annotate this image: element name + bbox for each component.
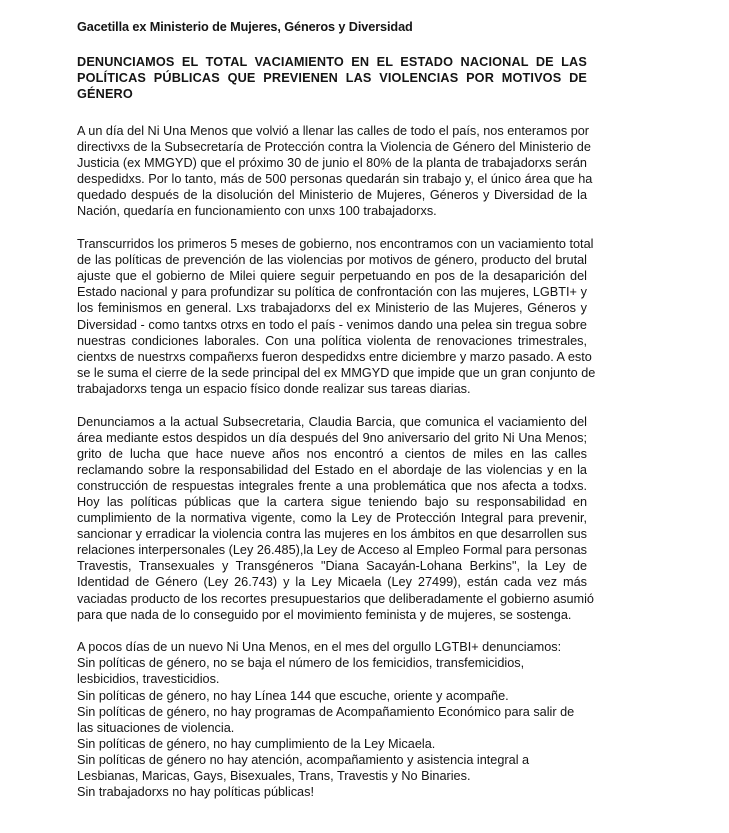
list-intro: A pocos días de un nuevo Ni Una Menos, en el mes del orgullo LGTBI+ denunciamos: bbox=[77, 640, 562, 655]
text-line: para que nada de lo conseguido por el movimiento feminista y de mujeres, se sostenga. bbox=[77, 607, 572, 622]
text-line: nuestras condiciones laborales. Con una política violenta de renovaciones trimestrales, bbox=[77, 333, 587, 348]
text-line: Transcurridos los primeros 5 meses de gobierno, nos encontramos con un vaciamiento total bbox=[77, 237, 594, 252]
text-line: de las políticas de prevención de las violencias por motivos de género, producto del brutal bbox=[77, 253, 587, 268]
text-line: grito de lucha que hace nueve años nos encontró a cientos de miles en las calles bbox=[77, 446, 587, 461]
text-line: Nación, quedaría en funcionamiento con unxs 100 trabajadorxs. bbox=[77, 204, 437, 219]
text-line: Denunciamos a la actual Subsecretaria, Claudia Barcia, que comunica el vaciamiento del bbox=[77, 414, 587, 429]
text-line: A un día del Ni Una Menos que volvió a llenar las calles de todo el país, nos enteramos por bbox=[77, 124, 590, 138]
paragraph-context bbox=[77, 236, 596, 397]
text-line: se le suma el cierre de la sede principal del ex MMGYD que impide que un gran conjunto de bbox=[77, 365, 596, 380]
paragraph-denuncia bbox=[77, 414, 594, 623]
text-line: cientxs de nuestrxs compañerxs fueron despedidxs entre diciembre y marzo pasado. A esto bbox=[77, 349, 592, 364]
list-item: Sin políticas de género, no hay programas de Acompañamiento Económico para salir de las situaciones de violencia. bbox=[77, 704, 575, 735]
text-line: despedidxs. Por lo tanto, más de 500 personas quedarán sin trabajo y, el único área que ha bbox=[77, 172, 593, 187]
list-item: Sin políticas de género, no se baja el número de los femicidios, transfemicidios, lesbicidios, travesticidios. bbox=[77, 656, 525, 687]
document-header: Gacetilla ex Ministerio de Mujeres, Géneros y Diversidad bbox=[77, 20, 413, 34]
text-line: Justicia (ex MMGYD) que el próximo 30 de junio el 80% de la planta de trabajadorxs serán bbox=[77, 156, 587, 171]
text-line: área mediante estos despidos un día después del 9no aniversario del grito Ni Una Menos; bbox=[77, 430, 587, 445]
text-line: construcción de respuestas integrales frente a una problemática que nos afecta a todxs. bbox=[77, 478, 587, 493]
list-item: Sin trabajadorxs no hay políticas públicas! bbox=[77, 785, 314, 800]
text-line: los feminismos en general. Lxs trabajadorxs del ex Ministerio de las Mujeres, Géneros y bbox=[77, 301, 587, 316]
text-line: Hoy las políticas públicas que la cartera sigue teniendo bajo su responsabilidad en bbox=[77, 494, 587, 509]
text-line: relaciones interpersonales (Ley 26.485),la Ley de Acceso al Empleo Formal para personas bbox=[77, 543, 587, 558]
text-line: cumplimiento de la normativa vigente, como la Ley de Protección Integral para prevenir, bbox=[77, 511, 587, 526]
text-line: Identidad de Género (Ley 26.743) y la Ley Micaela (Ley 27499), están cada vez más bbox=[77, 575, 587, 590]
paragraph-announcement bbox=[77, 123, 593, 220]
text-line: Estado nacional y para profundizar su política de confrontación con las mujeres, LGBTI+ y bbox=[77, 285, 587, 300]
denuncia-list bbox=[77, 655, 587, 800]
text-line: vaciadas producto de los recortes presupuestarios que deliberadamente el gobierno asumió bbox=[77, 591, 594, 606]
text-line: trabajadorxs tenga un espacio físico donde realizar sus tareas diarias. bbox=[77, 381, 471, 396]
text-line: Diversidad - como tantxs otrxs en todo el país - venimos dando una pelea sin tregua sobre bbox=[77, 317, 587, 332]
list-item: Sin políticas de género, no hay cumplimiento de la Ley Micaela. bbox=[77, 736, 436, 751]
text-line: directivxs de la Subsecretaría de Protección contra la Violencia de Género del Ministerio de bbox=[77, 140, 591, 155]
text-line: reclamando sobre la responsabilidad del Estado en el abordaje de las violencias y en la bbox=[77, 462, 587, 477]
document-title: DENUNCIAMOS EL TOTAL VACIAMIENTO EN EL ESTADO NACIONAL DE LAS POLÍTICAS PÚBLICAS QUE PREVIENEN LAS VIOLENCIAS POR MOTIVOS DE GÉNERO bbox=[77, 55, 587, 101]
text-line: quedado después de la disolución del Ministerio de Mujeres, Géneros y Diversidad de la bbox=[77, 188, 587, 203]
press-release-document bbox=[77, 19, 596, 800]
list-item: Sin políticas de género, no hay Línea 144 que escuche, oriente y acompañe. bbox=[77, 688, 509, 703]
text-line: ajuste que el gobierno de Milei quiere seguir perpetuando en pos de la desaparición del bbox=[77, 269, 587, 284]
text-line: Travestis, Transexuales y Transgéneros "Diana Sacayán-Lohana Berkins", la Ley de bbox=[77, 559, 587, 574]
list-item: Sin políticas de género no hay atención, acompañamiento y asistencia integral a Lesbianas, Maricas, Gays, Bisexuales, Trans, Travestis y No Binaries. bbox=[77, 752, 530, 783]
text-line: sancionar y erradicar la violencia contra las mujeres en los ámbitos en que desarrollen sus bbox=[77, 527, 587, 542]
